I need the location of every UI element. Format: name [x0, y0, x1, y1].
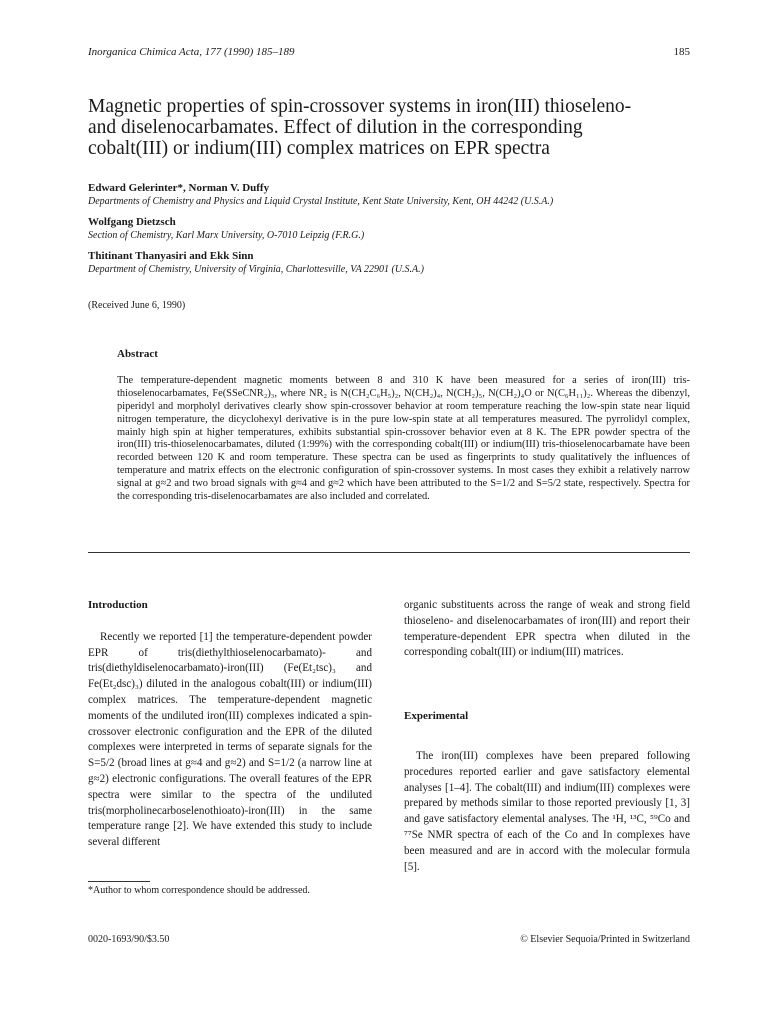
abstract-heading: Abstract [117, 348, 158, 360]
author-affiliation: Department of Chemistry, University of Virginia, Charlottesville, VA 22901 (U.S.A.) [88, 264, 424, 275]
copyright-notice: © Elsevier Sequoia/Printed in Switzerland [520, 934, 690, 945]
article-title [88, 96, 698, 159]
footnote-divider [88, 881, 150, 882]
author-block [88, 182, 698, 284]
introduction-continuation: organic substituents across the range of weak and strong field thioseleno- and diselenocarbamates of iron(III) and report their temperature-dependent EPR spectra when diluted in the corresponding cobalt(III) or indium(III) matrices. [404, 599, 690, 659]
author-affiliation: Departments of Chemistry and Physics and Liquid Crystal Institute, Kent State University, Kent, OH 44242 (U.S.A.) [88, 196, 554, 207]
introduction-heading: Introduction [88, 599, 148, 611]
title-line: Magnetic properties of spin-crossover systems in iron(III) thioseleno- [88, 96, 632, 117]
footnote: *Author to whom correspondence should be addressed. [88, 885, 310, 896]
section-divider [88, 552, 690, 553]
author-affiliation: Section of Chemistry, Karl Marx University, O-7010 Leipzig (F.R.G.) [88, 230, 365, 241]
abstract-section [117, 348, 690, 504]
received-date: (Received June 6, 1990) [88, 300, 186, 311]
journal-citation: Inorganica Chimica Acta, 177 (1990) 185–189 [88, 46, 295, 58]
author-names: Edward Gelerinter*, Norman V. Duffy [88, 182, 270, 194]
title-line: and diselenocarbamates. Effect of dilution in the corresponding [88, 117, 583, 138]
experimental-paragraph: The iron(III) complexes have been prepared following procedures reported earlier and gave satisfactory elemental analyses [1–4]. The cobalt(III) and indium(III) complexes were prepared by methods similar to those reported previously [1, 3] and gave satisfactory elemental analyses. The ¹H, ¹³C, ⁵⁹Co and ⁷⁷Se NMR spectra of each of the Co and In complexes have been measured and are in accord with the molecular formula [5]. [404, 749, 690, 873]
left-column [88, 598, 372, 851]
right-column [404, 598, 690, 875]
author-names: Wolfgang Dietzsch [88, 216, 176, 228]
issn-code: 0020-1693/90/$3.50 [88, 934, 170, 945]
abstract-text: The temperature-dependent magnetic moments between 8 and 310 K have been measured for a series of iron(III) tris-thioselenocarbamates, Fe(SSeCNR₂)₃, where NR₂ is N(CH₂C₆H₅)₂, N(CH₂)₄, N(CH₂)₅, N(CH₂)₄O or N(C₆H₁₁)₂. Whereas the dibenzyl, piperidyl and morpholyl derivatives clearly show spin-crossover behavior at room temperature reaching the low-spin state near liquid nitrogen temperature, the dicyclohexyl derivative is in the pure low-spin state at all temperatures measured. The pyrrolidyl complex, mainly high spin at higher temperatures, exhibits substantial spin-crossover behavior even at 8 K. The EPR powder spectra of the iron(III) tris-thioselenocarbamates, diluted (1:99%) with the corresponding cobalt(III) or indium(III) tris-thioselenocarbamate have been recorded between 120 K and room temperature. These spectra can be used as fingerprints to study qualitatively the influences of temperature and matrix effects on the electronic configuration of spin-crossover systems. In most cases they exhibit a relatively narrow signal at g≈2 and two broad signals with g≈4 and g≈2 which have been attributed to the S=1/2 and S=5/2 state, respectively. Spectra for the corresponding tris-diselenocarbamates are also included and correlated. [117, 374, 690, 503]
page-number: 185 [673, 46, 690, 58]
introduction-paragraph: Recently we reported [1] the temperature-dependent powder EPR of tris(diethylthioselenocarbamato)- and tris(diethyldiselenocarbamato)-iron(III) (Fe(Et₂tsc)₃ and Fe(Et₂dsc)₃) diluted in the analogous cobalt(III) or indium(III) complex matrices. The temperature-dependent magnetic moments of the undiluted iron(III) complexes indicated a spin-crossover electronic configuration and the EPR of the diluted complexes were interpreted in terms of separate signals for the S=5/2 (broad lines at g≈4 and g≈2) and S=1/2 (a narrow line at g≈2) electronic configurations. The overall features of the EPR spectra were similar to the spectra of the undiluted tris(morpholinecarboselenothioato)-iron(III) in the same temperature range [2]. We have extended this study to include several different [88, 630, 372, 849]
author-names: Thitinant Thanyasiri and Ekk Sinn [88, 250, 254, 262]
experimental-heading: Experimental [404, 710, 469, 723]
title-line: cobalt(III) or indium(III) complex matrices on EPR spectra [88, 138, 550, 159]
